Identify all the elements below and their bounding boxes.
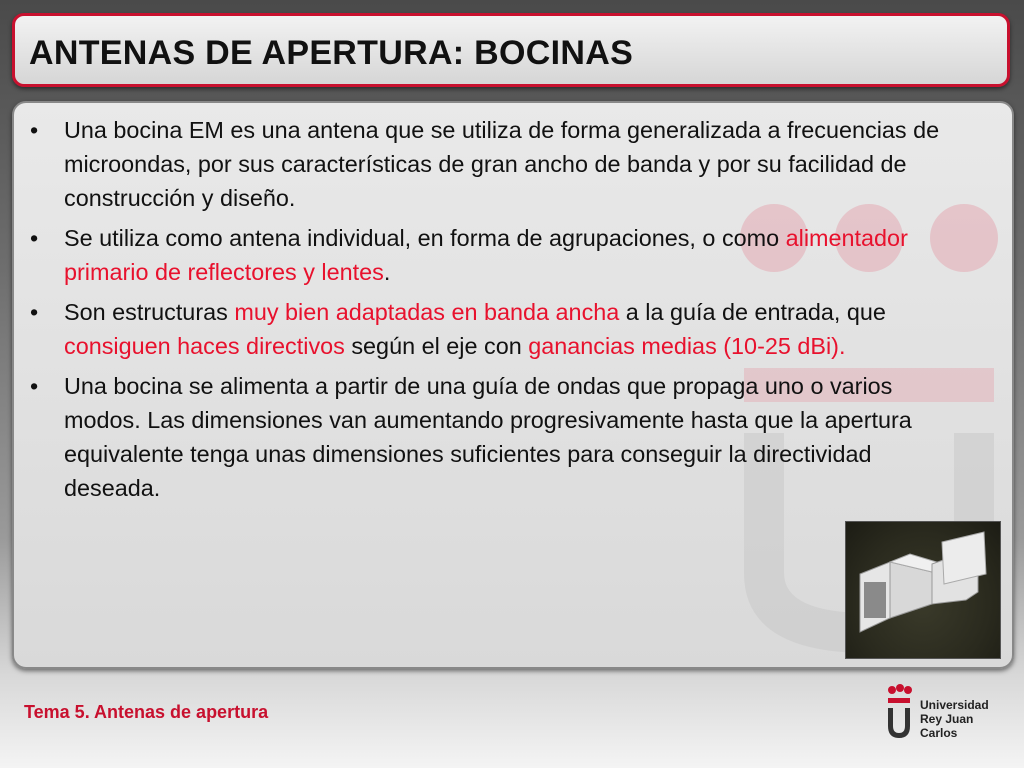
bullet-item	[14, 369, 974, 505]
content-panel	[12, 101, 1014, 669]
bullet-dot: •	[30, 373, 39, 399]
horn-antenna-illustration	[846, 522, 1000, 658]
bullet-item	[14, 113, 974, 215]
bullet-text: Son estructuras	[64, 299, 235, 325]
title-bar	[12, 13, 1010, 87]
bullet-text: a la guía de entrada, que	[619, 299, 886, 325]
highlight-text: ganancias medias (10-25 dBi).	[528, 333, 846, 359]
highlight-text: alimentador primario de reflectores y lentes	[64, 225, 908, 285]
horn-antenna-photo	[845, 521, 1001, 659]
bullet-text: .	[383, 259, 391, 285]
slide-title: ANTENAS DE APERTURA: BOCINAS	[29, 34, 634, 72]
urjc-logo-icon	[884, 684, 914, 742]
bullet-text: según el eje con	[344, 333, 529, 359]
bullet-text: Se utiliza como antena individual, en forma de agrupaciones, o como	[64, 225, 786, 251]
highlight-text: muy bien adaptadas en banda ancha	[234, 299, 620, 325]
bullet-dot: •	[30, 299, 39, 325]
logo-line-1: Universidad	[920, 698, 989, 712]
logo-line-2: Rey Juan Carlos	[920, 712, 974, 740]
logo-wordmark	[920, 698, 1008, 740]
highlight-text: consiguen haces directivos	[64, 333, 345, 359]
bullet-item	[14, 221, 974, 289]
bullet-dot: •	[30, 117, 39, 143]
bullet-item	[14, 295, 974, 363]
bullet-text: Una bocina EM es una antena que se utiliza de forma generalizada a frecuencias de microondas, por sus características de gran ancho de banda y por su facilidad de construcción y diseño.	[64, 117, 940, 211]
bullet-dot: •	[30, 225, 39, 251]
bullet-list	[14, 113, 974, 511]
university-logo	[884, 684, 1008, 744]
footer-course-label: Tema 5. Antenas de apertura	[24, 702, 269, 722]
bullet-text: Una bocina se alimenta a partir de una guía de ondas que propaga uno o varios modos. Las dimensiones van aumentando progresivamente hasta que la apertura equivalente tenga unas dimensiones suficientes para conseguir la directividad deseada.	[64, 373, 912, 501]
